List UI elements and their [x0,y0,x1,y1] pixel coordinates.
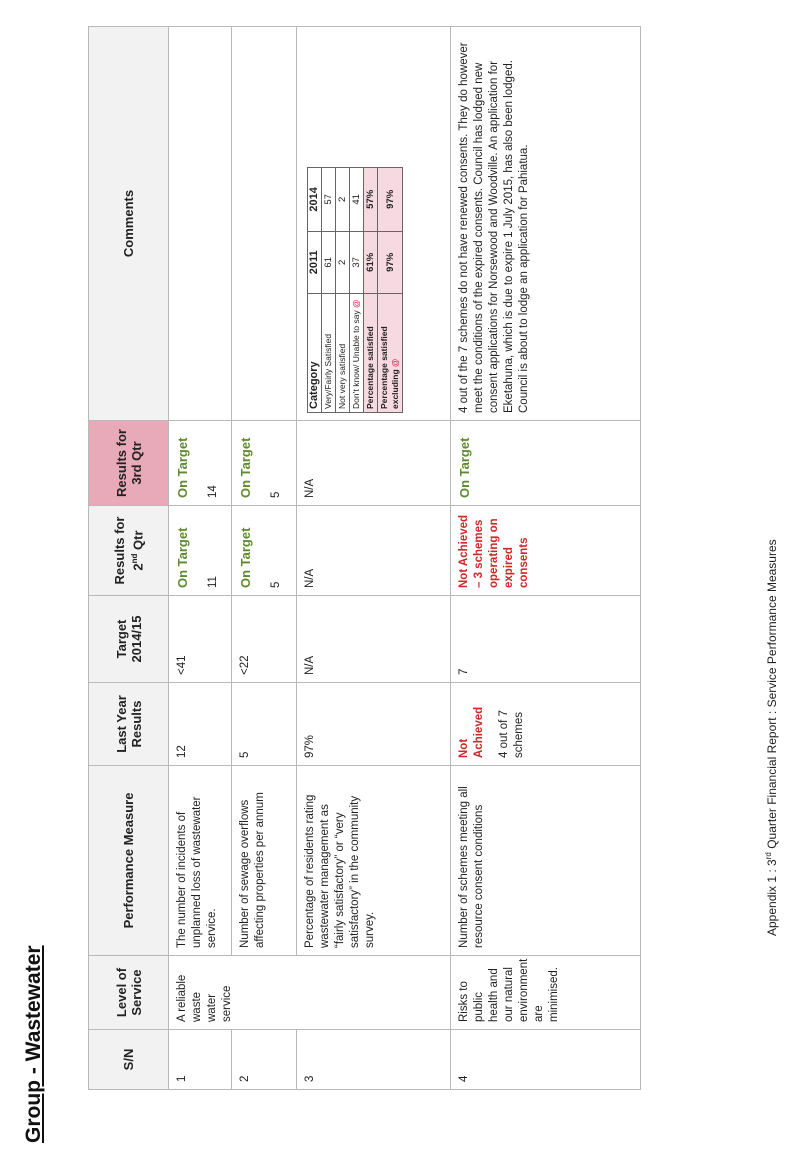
at-marker: @ [390,358,400,367]
measure-cell: The number of incidents of unplanned loss of wastewater service. [169,766,232,956]
measure-cell: Number of schemes meeting all resource consent conditions [451,766,641,956]
measure-cell: Percentage of residents rating wastewater management as “fairly satisfactory” or “very satisfactory” in the community survey. [297,766,451,956]
comments-cell [232,27,297,421]
header-row [89,27,169,1090]
status-label: Not Achieved – 3 schemes operating on expired consents [458,514,530,588]
survey-header-row [308,168,322,413]
sn-cell: 3 [297,1030,451,1090]
col-q2-prefix: Results for 2 [111,516,146,585]
last-year-cell: 5 [232,683,297,766]
status-label: On Target [175,437,190,498]
status-label: On Target [238,437,253,498]
at-marker: @ [351,299,361,308]
status-label: On Target [175,527,190,588]
q3-cell: N/A [297,421,451,506]
survey-row [350,168,364,413]
last-year-cell: 12 [169,683,232,766]
q3-cell [232,421,297,506]
footer-prefix: Appendix 1 : 3 [765,859,779,936]
target-cell: N/A [297,596,451,683]
col-last-year-results: Last Year Results [89,683,169,766]
survey-row [322,168,336,413]
survey-value: 97% [378,231,403,293]
survey-header: 2014 [308,168,322,232]
sn-cell: 4 [451,1030,641,1090]
col-sn: S/N [89,1030,169,1090]
last-year-cell: 97% [297,683,451,766]
col-comments: Comments [89,27,169,421]
performance-table [88,26,641,1090]
value-label: 5 [270,491,282,498]
target-cell: <22 [232,596,297,683]
target-cell: 7 [451,596,641,683]
q2-cell: N/A [297,506,451,596]
footer-sup: rd [764,852,773,860]
col-results-q2 [89,506,169,596]
sn-cell: 1 [169,1030,232,1090]
col-results-q3: Results for 3rd Qtr [89,421,169,506]
comments-cell: 4 out of the 7 schemes do not have renewed consents. They do however meet the conditions of the expired consents. Council has lodged new consent applications for Norsewood and Woodville. An application for Eketahuna, which is due to expire 1 July 2015, has also been lodged. Council is about to lodge an application for Pahiatua. [451,27,641,421]
col-performance-measure: Performance Measure [89,766,169,956]
value-label: 11 [207,576,219,588]
survey-row-highlighted [378,168,403,413]
sn-cell: 2 [232,1030,297,1090]
detail-label: 4 out of 7 schemes [498,710,525,758]
status-label: On Target [238,527,253,588]
survey-label-cell [378,294,403,413]
survey-table [307,167,403,413]
level-cell: Risks to public health and our natural environment are minimised. [451,956,641,1030]
q3-cell [451,421,641,506]
table-row [232,27,297,1090]
survey-value: 2 [336,231,350,293]
col-level-of-service: Level of Service [89,956,169,1030]
level-cell: A reliable waste water service [169,956,451,1030]
survey-value: 37 [350,231,364,293]
status-label: On Target [457,437,472,498]
col-q2-sup: nd [129,553,139,564]
q2-cell [169,506,232,596]
comments-cell [169,27,232,421]
status-label: Not Achieved [458,706,485,758]
survey-value: 97% [378,168,403,232]
survey-label: Don’t know/ Unable to say [351,310,361,409]
q2-cell [451,506,641,596]
survey-value: 57 [322,168,336,232]
value-label: 14 [207,485,219,498]
q3-cell [169,421,232,506]
comments-cell [297,27,451,421]
survey-label: Not very satisfied [336,294,350,413]
survey-value: 57% [364,168,378,232]
survey-label: Percentage satisfied [364,294,378,413]
survey-header: Category [308,294,322,413]
table-row [297,27,451,1090]
table-row [451,27,641,1090]
survey-row-highlighted [364,168,378,413]
col-target: Target 2014/15 [89,596,169,683]
page-title: Group - Wastewater [22,945,45,1143]
survey-value: 61% [364,231,378,293]
table-row [169,27,232,1090]
value-label: 5 [270,581,282,588]
survey-label-cell [350,294,364,413]
survey-value: 2 [336,168,350,232]
survey-value: 61 [322,231,336,293]
page-footer [764,539,779,936]
survey-label: Very/Fairly Satisfied [322,294,336,413]
survey-row [336,168,350,413]
target-cell: <41 [169,596,232,683]
measure-cell: Number of sewage overflows affecting properties per annum [232,766,297,956]
last-year-cell [451,683,641,766]
survey-label: Percentage satisfied excluding [379,326,400,409]
survey-header: 2011 [308,231,322,293]
footer-suffix: Quarter Financial Report : Service Performance Measures [765,539,779,853]
col-q2-suffix: Qtr [130,530,146,554]
q2-cell [232,506,297,596]
survey-value: 41 [350,168,364,232]
